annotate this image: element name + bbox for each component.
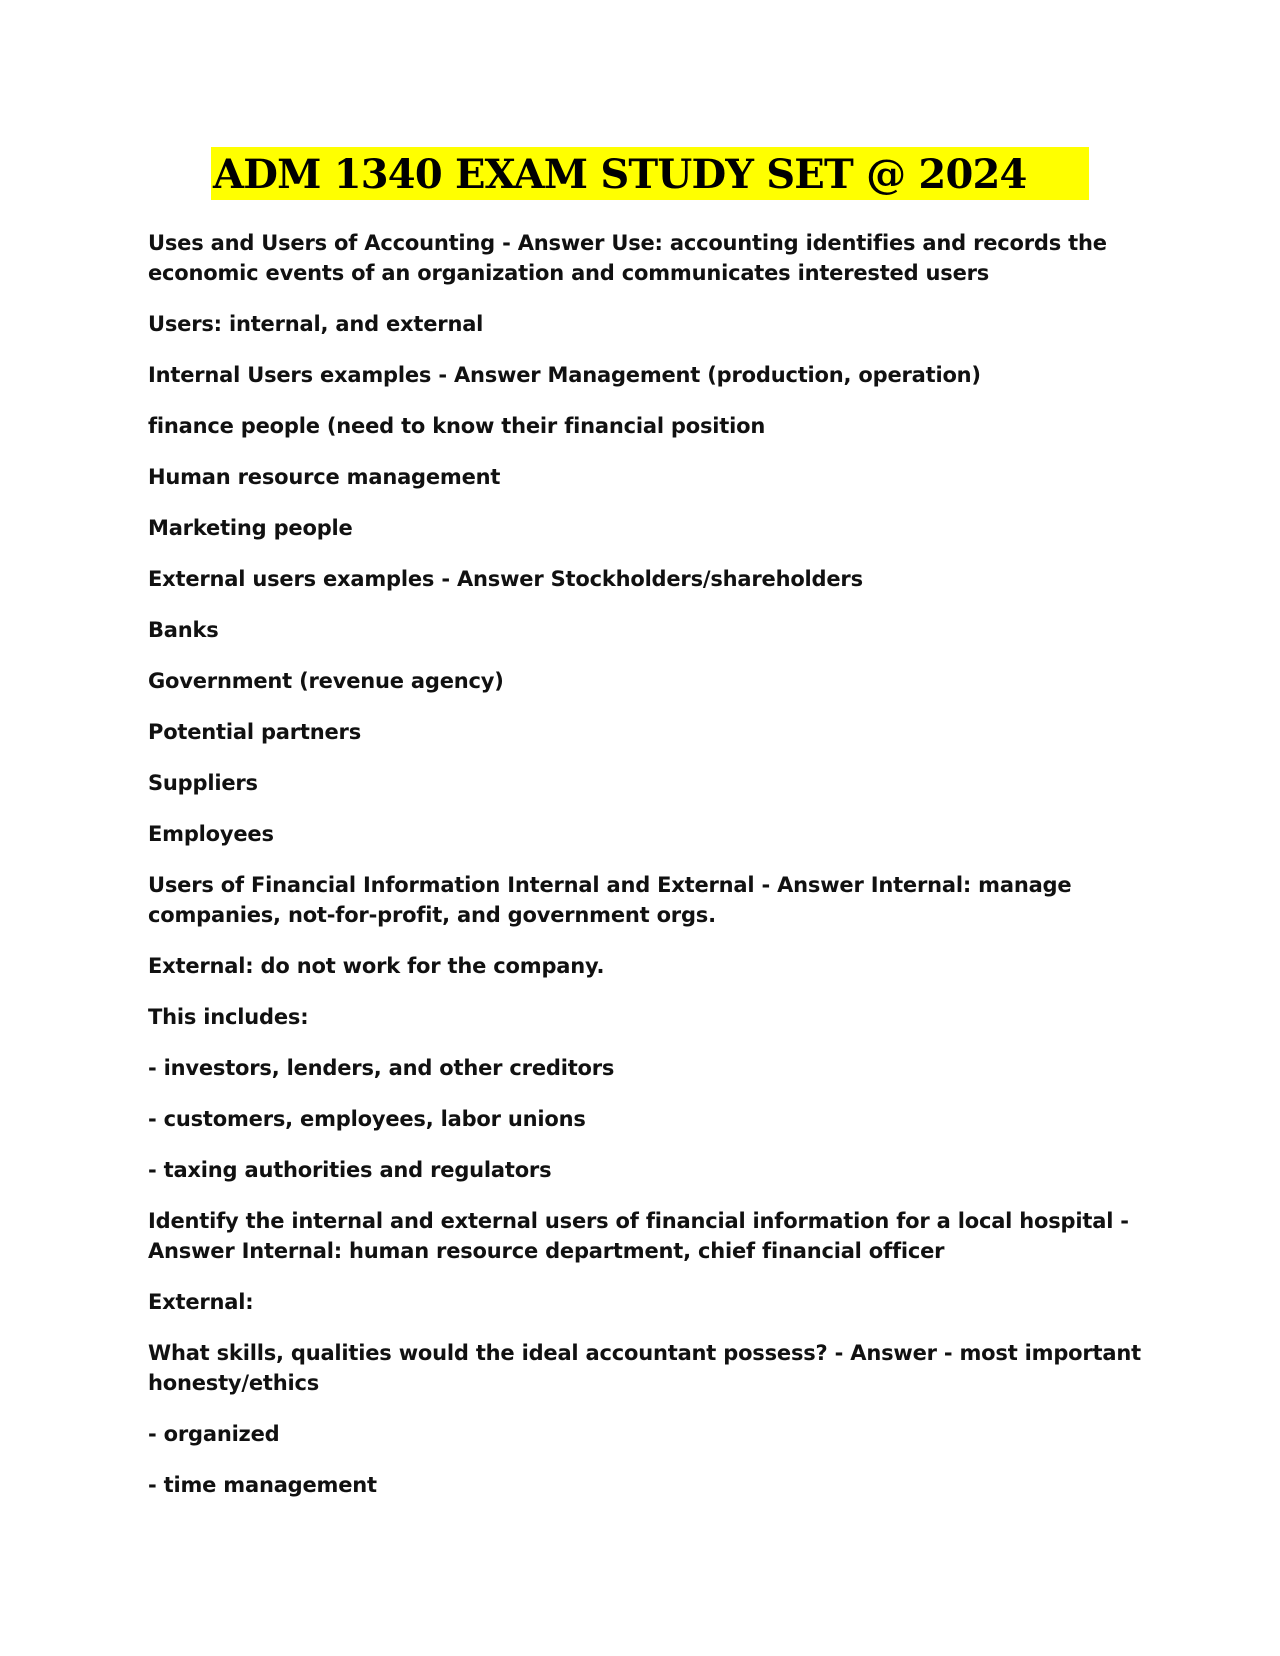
body-line: Uses and Users of Accounting - Answer Use: accounting identifies and records the — [148, 231, 1107, 255]
body-line: External users examples - Answer Stockholders/shareholders — [148, 567, 863, 591]
body-line: Answer Internal: human resource department, chief financial officer — [148, 1239, 945, 1263]
body-line: Potential partners — [148, 720, 362, 744]
body-line: Users: internal, and external — [148, 312, 484, 336]
body-line: Marketing people — [148, 516, 353, 540]
body-line: - investors, lenders, and other creditors — [148, 1056, 615, 1080]
body-line: Identify the internal and external users of financial information for a local hospital - — [148, 1209, 1129, 1233]
document-title: ADM 1340 EXAM STUDY SET @ 2024 — [213, 151, 1027, 198]
body-line: - customers, employees, labor unions — [148, 1107, 586, 1131]
body-line: Human resource management — [148, 465, 501, 489]
body-line: - taxing authorities and regulators — [148, 1158, 552, 1182]
body-line: This includes: — [148, 1005, 309, 1029]
body-line: External: — [148, 1290, 254, 1314]
body-line: - organized — [148, 1422, 280, 1446]
body-line: What skills, qualities would the ideal accountant possess? - Answer - most important — [148, 1341, 1141, 1365]
body-line: honesty/ethics — [148, 1371, 320, 1395]
body-line: companies, not-for-profit, and government orgs. — [148, 903, 716, 927]
body-line: economic events of an organization and communicates interested users — [148, 261, 990, 285]
body-line: - time management — [148, 1473, 377, 1497]
body-line: Banks — [148, 618, 219, 642]
body-line: finance people (need to know their financial position — [148, 414, 766, 438]
body-line: Suppliers — [148, 771, 258, 795]
body-line: External: do not work for the company. — [148, 954, 605, 978]
body-line: Employees — [148, 822, 274, 846]
body-line: Government (revenue agency) — [148, 669, 504, 693]
body-line: Internal Users examples - Answer Management (production, operation) — [148, 363, 981, 387]
body-line: Users of Financial Information Internal and External - Answer Internal: manage — [148, 873, 1072, 897]
title-highlight — [211, 147, 1089, 200]
